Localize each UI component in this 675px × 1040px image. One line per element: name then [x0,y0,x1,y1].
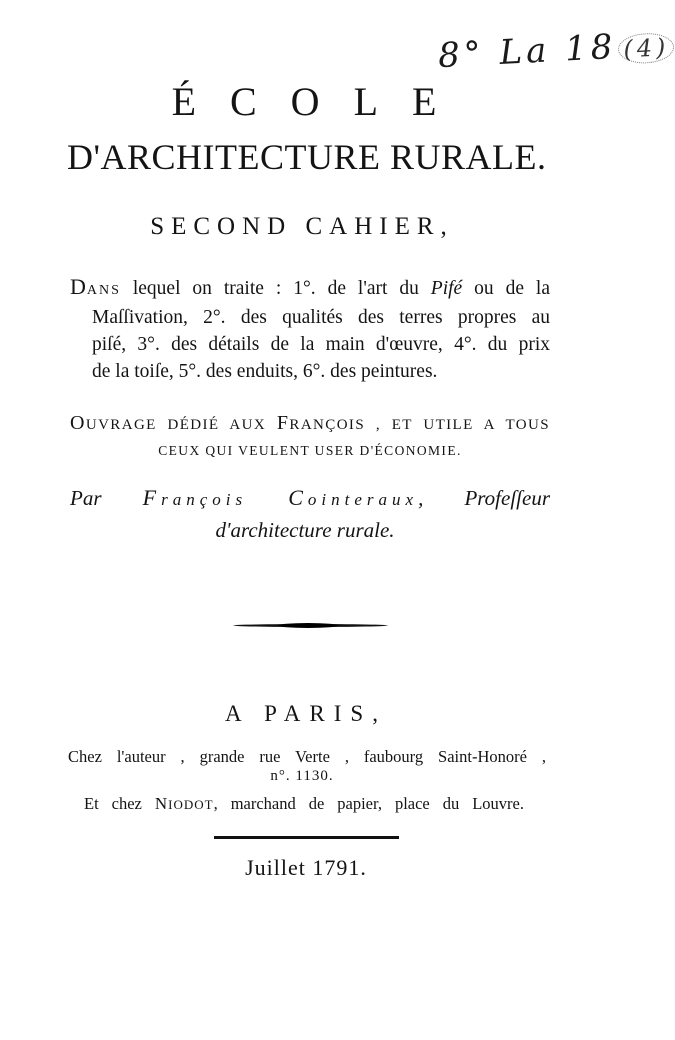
publisher-2: Et chez NIODOT, marchand de papier, place du Louvre. [84,794,524,813]
publisher-1-address: Chez l'auteur , grande rue Verte , faubourg Saint-Honoré , [68,747,546,766]
contents-line-1: DANS lequel on traite : 1°. de l'art du Pifé ou de la [70,274,550,299]
contents-line-2: Maſſivation, 2°. des qualités des terres propres au [92,307,550,328]
author-line-1: Par François Cointeraux, Profeſſeur [70,485,551,510]
contents-description [70,273,550,385]
dedication-line-1: OUVRAGE DÉDIÉ AUX FRANÇOIS , ET UTILE A TOUS [70,412,550,434]
contents-line-3: piſé, 3°. des détails de la main d'œuvre, 4°. du prix [92,334,550,355]
divider-rule [214,836,399,839]
ornamental-rule [233,624,388,627]
author-credit [70,483,550,545]
title-line-2: D'ARCHITECTURE RURALE. [67,137,547,177]
handwritten-shelfmark [437,24,675,76]
contents-line-4: de la toiſe, 5°. des enduits, 6°. des peintures. [92,361,438,382]
italic-term: Pifé [430,278,463,299]
publisher-2-name: NIODOT [154,794,214,813]
title-line-1: ÉCOLE [171,79,471,124]
author-first-name: François [142,485,248,510]
publication-date: Juillet 1791. [245,855,367,880]
imprint-city: A PARIS, [225,701,387,726]
shelfmark-volume: (4) [618,32,675,65]
author-line-2: d'architecture rurale. [215,518,395,542]
subtitle: SECOND CAHIER, [150,213,454,240]
dedication [70,411,550,463]
author-last-name: Cointeraux [288,485,419,510]
dedication-line-2: CEUX QUI VEULENT USER D'ÉCONOMIE. [158,443,462,458]
shelfmark-text: 8° La 18 [437,26,618,77]
publisher-1-number: n°. 1130. [270,768,334,784]
